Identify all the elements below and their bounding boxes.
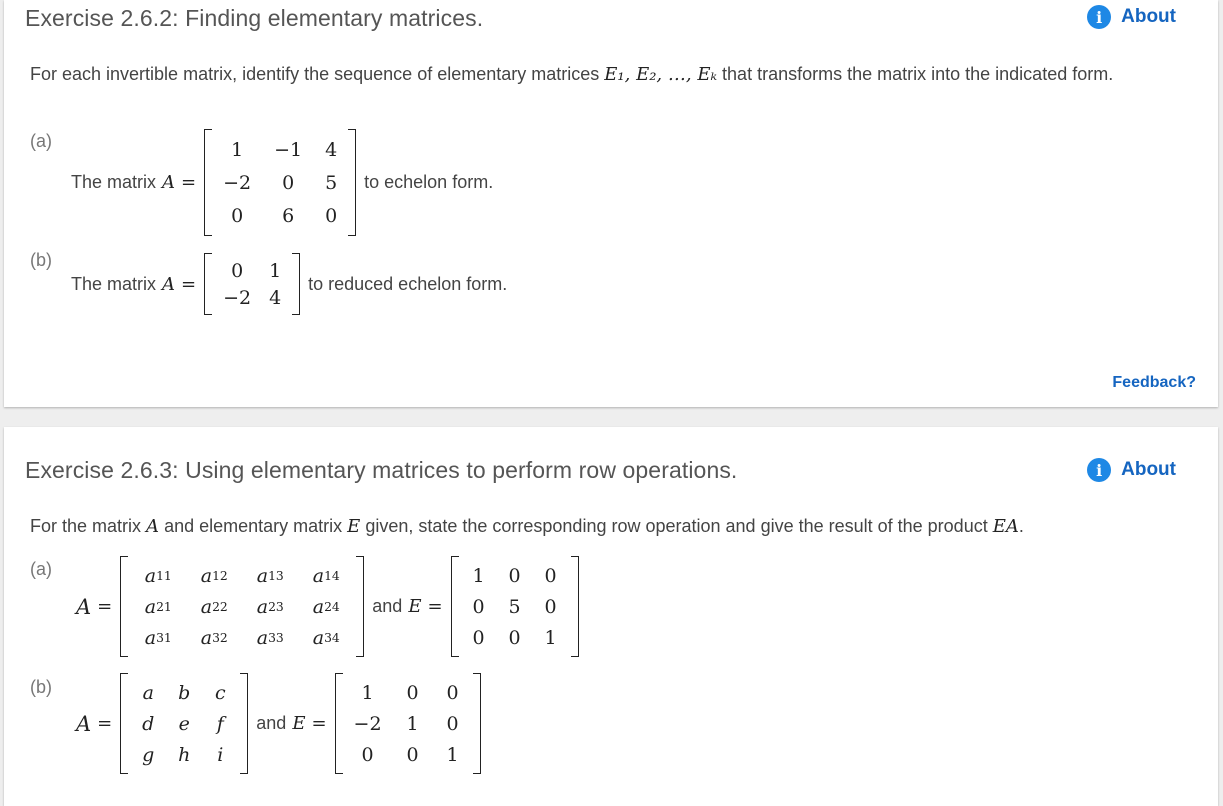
exercise-card-2-6-2 <box>4 0 1218 407</box>
part-b-statement <box>76 673 489 774</box>
var-a: A <box>76 594 92 619</box>
intro-period: . <box>1018 516 1024 536</box>
matrix-entry: a 22 <box>200 595 228 618</box>
matrix-entry: a 24 <box>312 595 340 618</box>
matrix-e <box>451 556 579 657</box>
and-text: and <box>256 713 287 733</box>
matrix-entry: 0 <box>282 171 295 194</box>
statement-post: to echelon form. <box>364 172 494 192</box>
matrix-entry: 0 <box>446 681 459 704</box>
var-e: E <box>408 596 422 617</box>
matrix-entry: 0 <box>508 626 521 649</box>
info-icon: i <box>1087 5 1111 29</box>
about-label: About <box>1121 459 1176 480</box>
and-text: and <box>372 596 403 616</box>
matrix-entry: d <box>142 712 155 735</box>
equals-sign: = <box>181 172 197 193</box>
matrix-entry: 0 <box>406 743 419 766</box>
matrix-entry: 0 <box>406 681 419 704</box>
matrix-entry: 0 <box>472 595 485 618</box>
matrix-entry: 1 <box>472 564 485 587</box>
matrix-entry: a 12 <box>200 564 228 587</box>
about-button[interactable] <box>1087 5 1176 29</box>
intro-text-post: that transforms the matrix into the indicated form. <box>722 64 1114 84</box>
statement-pre: The matrix <box>71 273 157 294</box>
exercise-intro <box>30 60 1204 89</box>
intro-text-3: given, state the corresponding row operation and give the result of the product <box>365 516 988 536</box>
intro-var-ea: EA <box>992 516 1019 537</box>
matrix-entry: 0 <box>544 595 557 618</box>
matrix-entry: e <box>178 712 190 735</box>
statement-pre: The matrix <box>71 172 157 192</box>
equals-sign: = <box>427 596 443 617</box>
exercise-intro <box>30 512 1204 541</box>
equals-sign: = <box>97 596 113 617</box>
matrix-entry: 1 <box>269 259 282 282</box>
matrix-entry: a 33 <box>256 626 284 649</box>
matrix-entry: b <box>178 681 191 704</box>
matrix-entry: 0 <box>446 712 459 735</box>
matrix-entry: 0 <box>231 259 244 282</box>
matrix-a <box>120 673 248 774</box>
intro-text-1: For the matrix <box>30 516 142 536</box>
equals-sign: = <box>97 713 113 734</box>
info-icon: i <box>1087 458 1111 482</box>
matrix-entry: a 23 <box>256 595 284 618</box>
matrix-entry: 1 <box>544 626 557 649</box>
var-a: A <box>76 711 92 736</box>
matrix-a <box>204 253 300 315</box>
exercise-card-2-6-3 <box>4 427 1218 806</box>
matrix-entry: a 14 <box>312 564 340 587</box>
matrix-entry: 0 <box>231 204 244 227</box>
matrix-entry: a 31 <box>144 626 172 649</box>
intro-text-pre: For each invertible matrix, identify the sequence of elementary matrices <box>30 64 600 84</box>
matrix-entry: 1 <box>446 743 459 766</box>
matrix-entry: c <box>214 681 226 704</box>
equals-sign: = <box>181 273 197 295</box>
exercise-title: Exercise 2.6.2: Finding elementary matrices. <box>25 5 484 31</box>
matrix-entry: 1 <box>361 681 374 704</box>
matrix-entry: i <box>217 743 224 766</box>
intro-math: E₁, E₂, …, Eₖ <box>604 64 718 85</box>
part-label-b: (b) <box>30 677 52 697</box>
matrix-entry: 1 <box>406 712 419 735</box>
intro-var-a: A <box>146 516 160 537</box>
matrix-entry: 0 <box>361 743 374 766</box>
matrix-entry: h <box>178 743 191 766</box>
matrix-entry: 5 <box>508 595 521 618</box>
matrix-entry: a 32 <box>200 626 228 649</box>
matrix-e <box>335 673 481 774</box>
matrix-entry: 4 <box>269 286 282 309</box>
intro-var-e: E <box>347 516 361 537</box>
equals-sign: = <box>311 713 327 734</box>
part-b-statement <box>71 253 507 315</box>
matrix-entry: g <box>142 743 155 766</box>
matrix-entry: a 34 <box>312 626 340 649</box>
matrix-entry: −2 <box>353 712 382 735</box>
var-a: A <box>162 172 176 193</box>
part-a-statement <box>71 129 493 236</box>
matrix-entry: a 13 <box>256 564 284 587</box>
matrix-entry: 1 <box>231 138 244 161</box>
about-label: About <box>1121 6 1176 27</box>
matrix-entry: 0 <box>325 204 338 227</box>
about-button[interactable] <box>1087 458 1176 482</box>
matrix-entry: 6 <box>282 204 295 227</box>
var-e: E <box>292 713 306 734</box>
matrix-entry: −2 <box>223 171 252 194</box>
matrix-entry: 0 <box>544 564 557 587</box>
matrix-entry: 0 <box>508 564 521 587</box>
matrix-entry: 0 <box>472 626 485 649</box>
matrix-a <box>204 129 356 236</box>
matrix-entry: a 11 <box>144 564 172 587</box>
matrix-entry: 4 <box>325 138 338 161</box>
matrix-entry: −2 <box>223 286 252 309</box>
part-a-statement <box>76 556 587 657</box>
matrix-a <box>120 556 364 657</box>
part-label-b: (b) <box>30 250 52 270</box>
intro-text-2: and elementary matrix <box>164 516 343 536</box>
var-a: A <box>162 273 176 295</box>
matrix-entry: f <box>216 712 224 735</box>
matrix-entry: −1 <box>274 138 303 161</box>
feedback-link[interactable]: Feedback? <box>1112 374 1196 391</box>
matrix-entry: a 21 <box>144 595 172 618</box>
statement-post: to reduced echelon form. <box>308 273 508 294</box>
matrix-entry: 5 <box>325 171 338 194</box>
exercise-title: Exercise 2.6.3: Using elementary matrices to perform row operations. <box>25 457 738 483</box>
matrix-entry: a <box>142 681 154 704</box>
part-label-a: (a) <box>30 559 52 579</box>
part-label-a: (a) <box>30 131 52 151</box>
